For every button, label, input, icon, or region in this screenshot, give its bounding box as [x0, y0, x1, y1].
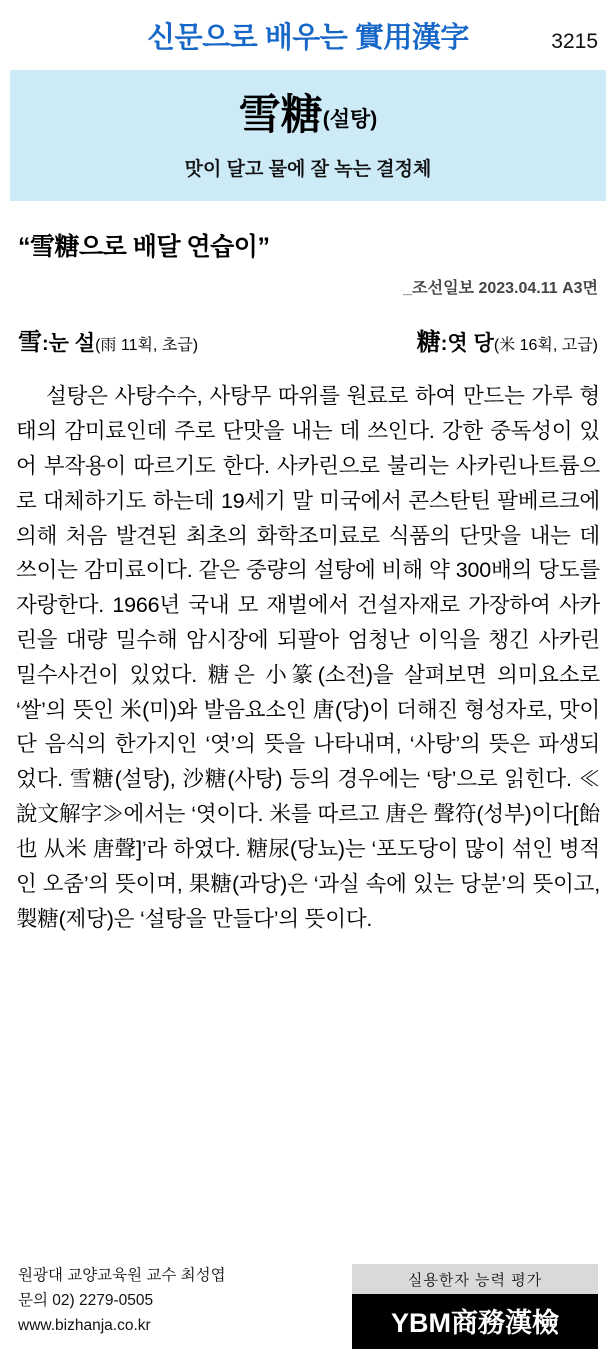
footer-credits — [18, 1264, 226, 1338]
page-title: 신문으로 배우는 實用漢字 — [147, 21, 469, 54]
headword-definition: 맛이 달고 물에 잘 녹는 결정체 — [184, 159, 432, 181]
gloss-char: 雪 — [18, 328, 42, 357]
gloss-char: 糖 — [416, 328, 441, 357]
page-header — [0, 0, 616, 70]
gloss-detail: (米 16획, 고급) — [493, 337, 598, 355]
footer-contact: 문의 02) 2279-0505 — [18, 1291, 154, 1309]
gloss-separator: : — [42, 333, 49, 356]
headword-line — [20, 92, 596, 138]
gloss-detail: (雨 11획, 초급) — [95, 337, 199, 355]
gloss-separator: : — [440, 333, 448, 356]
ybm-badge-logo: YBM商務漢檢 — [352, 1294, 598, 1349]
character-gloss-row — [18, 322, 598, 357]
ybm-badge — [352, 1264, 598, 1349]
quote-source: _조선일보 2023.04.11 A3면 — [403, 280, 598, 298]
ybm-badge-caption: 실용한자 능력 평가 — [352, 1264, 598, 1294]
quote-text: “雪糖으로 배달 연습이” — [18, 233, 270, 262]
issue-number: 3215 — [551, 30, 598, 53]
headword-reading: (설탕) — [322, 108, 378, 131]
headword-banner — [10, 70, 606, 201]
page-footer — [0, 1264, 616, 1356]
footer-author: 원광대 교양교육원 교수 최성엽 — [18, 1267, 226, 1284]
gloss-entry-sugar — [417, 322, 598, 357]
quote-block — [18, 227, 598, 298]
gloss-meaning: 엿 당 — [447, 332, 494, 356]
gloss-entry-snow — [18, 322, 198, 357]
gloss-meaning: 눈 설 — [48, 332, 96, 356]
article-body: 설탕은 사탕수수, 사탕무 따위를 원료로 하여 만드는 가루 형태의 감미료인데 주로 단맛을 내는 데 쓰인다. 강한 중독성이 있어 부작용이 따르기도 한다. 사카린으로 불리는 사카린나트륨으로 대체하기도 하는데 19세기 말 미국에서 콘스탄틴 팔베르크에 의해 처음 발견된 최초의 화학조미료로 식품의 단맛을 내는 데 쓰이는 감미료이다. 같은 중량의 설탕에 비해 약 300배의 당도를 자랑한다. 1966년 국내 모 재벌에서 건설자재로 가장하여 사카린을 대량 밀수해 암시장에 되팔아 엄청난 이익을 챙긴 사카린 밀수사건이 있었다. 糖은 小篆(소전)을 살펴보면 의미요소로 ‘쌀’의 뜻인 米(미)와 발음요소인 唐(당)이 더해진 형성자로, 맛이 단 음식의 한가지인 ‘엿’의 뜻을 나타내며, ‘사탕’의 뜻은 파생되었다. 雪糖(설탕), 沙糖(사탕) 등의 경우에는 ‘탕’으로 읽힌다. ≪說文解字≫에서는 ‘엿이다. 米를 따르고 唐은 聲符(성부)이다[飴也 从米 唐聲]’라 하였다. 糖尿(당뇨)는 ‘포도당이 많이 섞인 병적인 오줌’의 뜻이며, 果糖(과당)은 ‘과실 속에 있는 당분’의 뜻이고, 製糖(제당)은 ‘설탕을 만들다’의 뜻이다. — [16, 384, 600, 931]
footer-website[interactable]: www.bizhanja.co.kr — [18, 1316, 151, 1334]
headword-hanja: 雪糖 — [238, 90, 323, 139]
